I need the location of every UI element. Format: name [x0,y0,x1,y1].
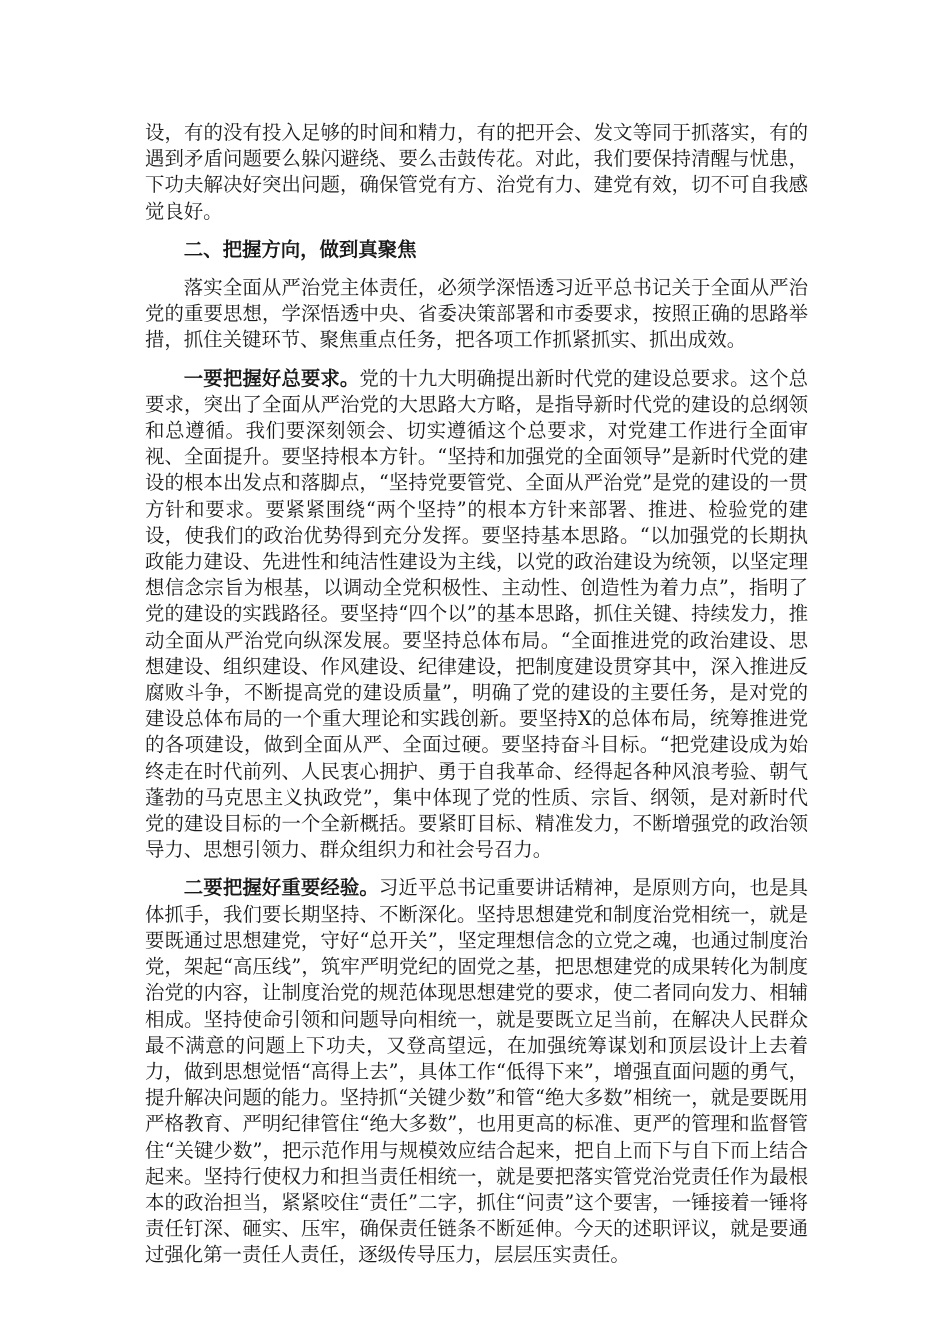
document-page [145,120,808,1269]
paragraph-body-1: 党的十九大明确提出新时代党的建设总要求。这个总要求，突出了全面从严治党的大思路大方略，是指导新时代党的建设的总纲领和总遵循。我们要深刻领会、切实遵循这个总要求，对党建工作进行全面审视、全面提升。要坚持根本方针。“坚持和加强党的全面领导”是新时代党的建设的根本出发点和落脚点，“坚持党要管党、全面从严治党”是党的建设的一贯方针和要求。要紧紧围绕“两个坚持”的根本方针来部署、推进、检验党的建设，使我们的政治优势得到充分发挥。要坚持基本思路。“以加强党的长期执政能力建设、先进性和纯洁性建设为主线，以党的政治建设为统领，以坚定理想信念宗旨为根基，以调动全党积极性、主动性、创造性为着力点”，指明了党的建设的实践路径。要坚持“四个以”的基本思路，抓住关键、持续发力，推动全面从严治党向纵深发展。要坚持总体布局。“全面推进党的政治建设、思想建设、组织建设、作风建设、纪律建设，把制度建设贯穿其中，深入推进反腐败斗争，不断提高党的建设质量”，明确了党的建设的主要任务，是对党的建设总体布局的一个重大理论和实践创新。要坚持X的总体布局，统筹推进党的各项建设，做到全面从严、全面过硬。要坚持奋斗目标。“把党建设成为始终走在时代前列、人民衷心拥护、勇于自我革命、经得起各种风浪考验、朝气蓬勃的马克思主义执政党”，集中体现了党的性质、宗旨、纲领，是对新时代党的建设目标的一个全新概括。要紧盯目标、精准发力，不断增强党的政治领导力、思想引领力、群众组织力和社会号召力。 [145,366,809,862]
paragraph-important-experience [145,875,808,1268]
paragraph-lead-1: 一要把握好总要求。 [183,366,360,390]
paragraph-body-2: 习近平总书记重要讲话精神，是原则方向，也是具体抓手，我们要长期坚持、不断深化。坚持思想建党和制度治党相统一，就是要既通过思想建党，守好“总开关”，坚定理想信念的立党之魂，也通过制度治党，架起“高压线”，筑牢严明党纪的固党之基，把思想建党的成果转化为制度治党的内容，让制度治党的规范体现思想建党的要求，使二者同向发力、相辅相成。坚持使命引领和问题导向相统一，就是要既立足当前，在解决人民群众最不满意的问题上下功夫，又登高望远，在加强统筹谋划和顶层设计上去着力，做到思想觉悟“高得上去”，具体工作“低得下来”，增强直面问题的勇气，提升解决问题的能力。坚持抓“关键少数”和管“绝大多数”相统一，就是要既用严格教育、严明纪律管住“绝大多数”，也用更高的标准、更严的管理和监督管住“关键少数”，把示范作用与规模效应结合起来，把自上而下与自下而上结合起来。坚持行使权力和担当责任相统一，就是要把落实管党治党责任作为最根本的政治担当，紧紧咬住“责任”二字，抓住“问责”这个要害，一锤接着一锤将责任钉深、砸实、压牢，确保责任链条不断延伸。今天的述职评议，就是要通过强化第一责任人责任，逐级传导压力，层层压实责任。 [145,876,809,1267]
paragraph-general-requirements [145,366,808,864]
paragraph-lead-2: 二要把握好重要经验。 [183,876,379,900]
paragraph-continued: 设，有的没有投入足够的时间和精力，有的把开会、发文等同于抓落实，有的遇到矛盾问题要么躲闪避绕、要么击鼓传花。对此，我们要保持清醒与忧患，下功夫解决好突出问题，确保管党有方、治党有力、建党有效，切不可自我感觉良好。 [145,121,808,223]
section-heading-2: 二、把握方向，做到真聚焦 [183,237,417,261]
paragraph-intro: 落实全面从严治党主体责任，必须学深悟透习近平总书记关于全面从严治党的重要思想，学深悟透中央、省委决策部署和市委要求，按照正确的思路举措，抓住关键环节、聚焦重点任务，把各项工作抓紧抓实、抓出成效。 [145,276,808,352]
